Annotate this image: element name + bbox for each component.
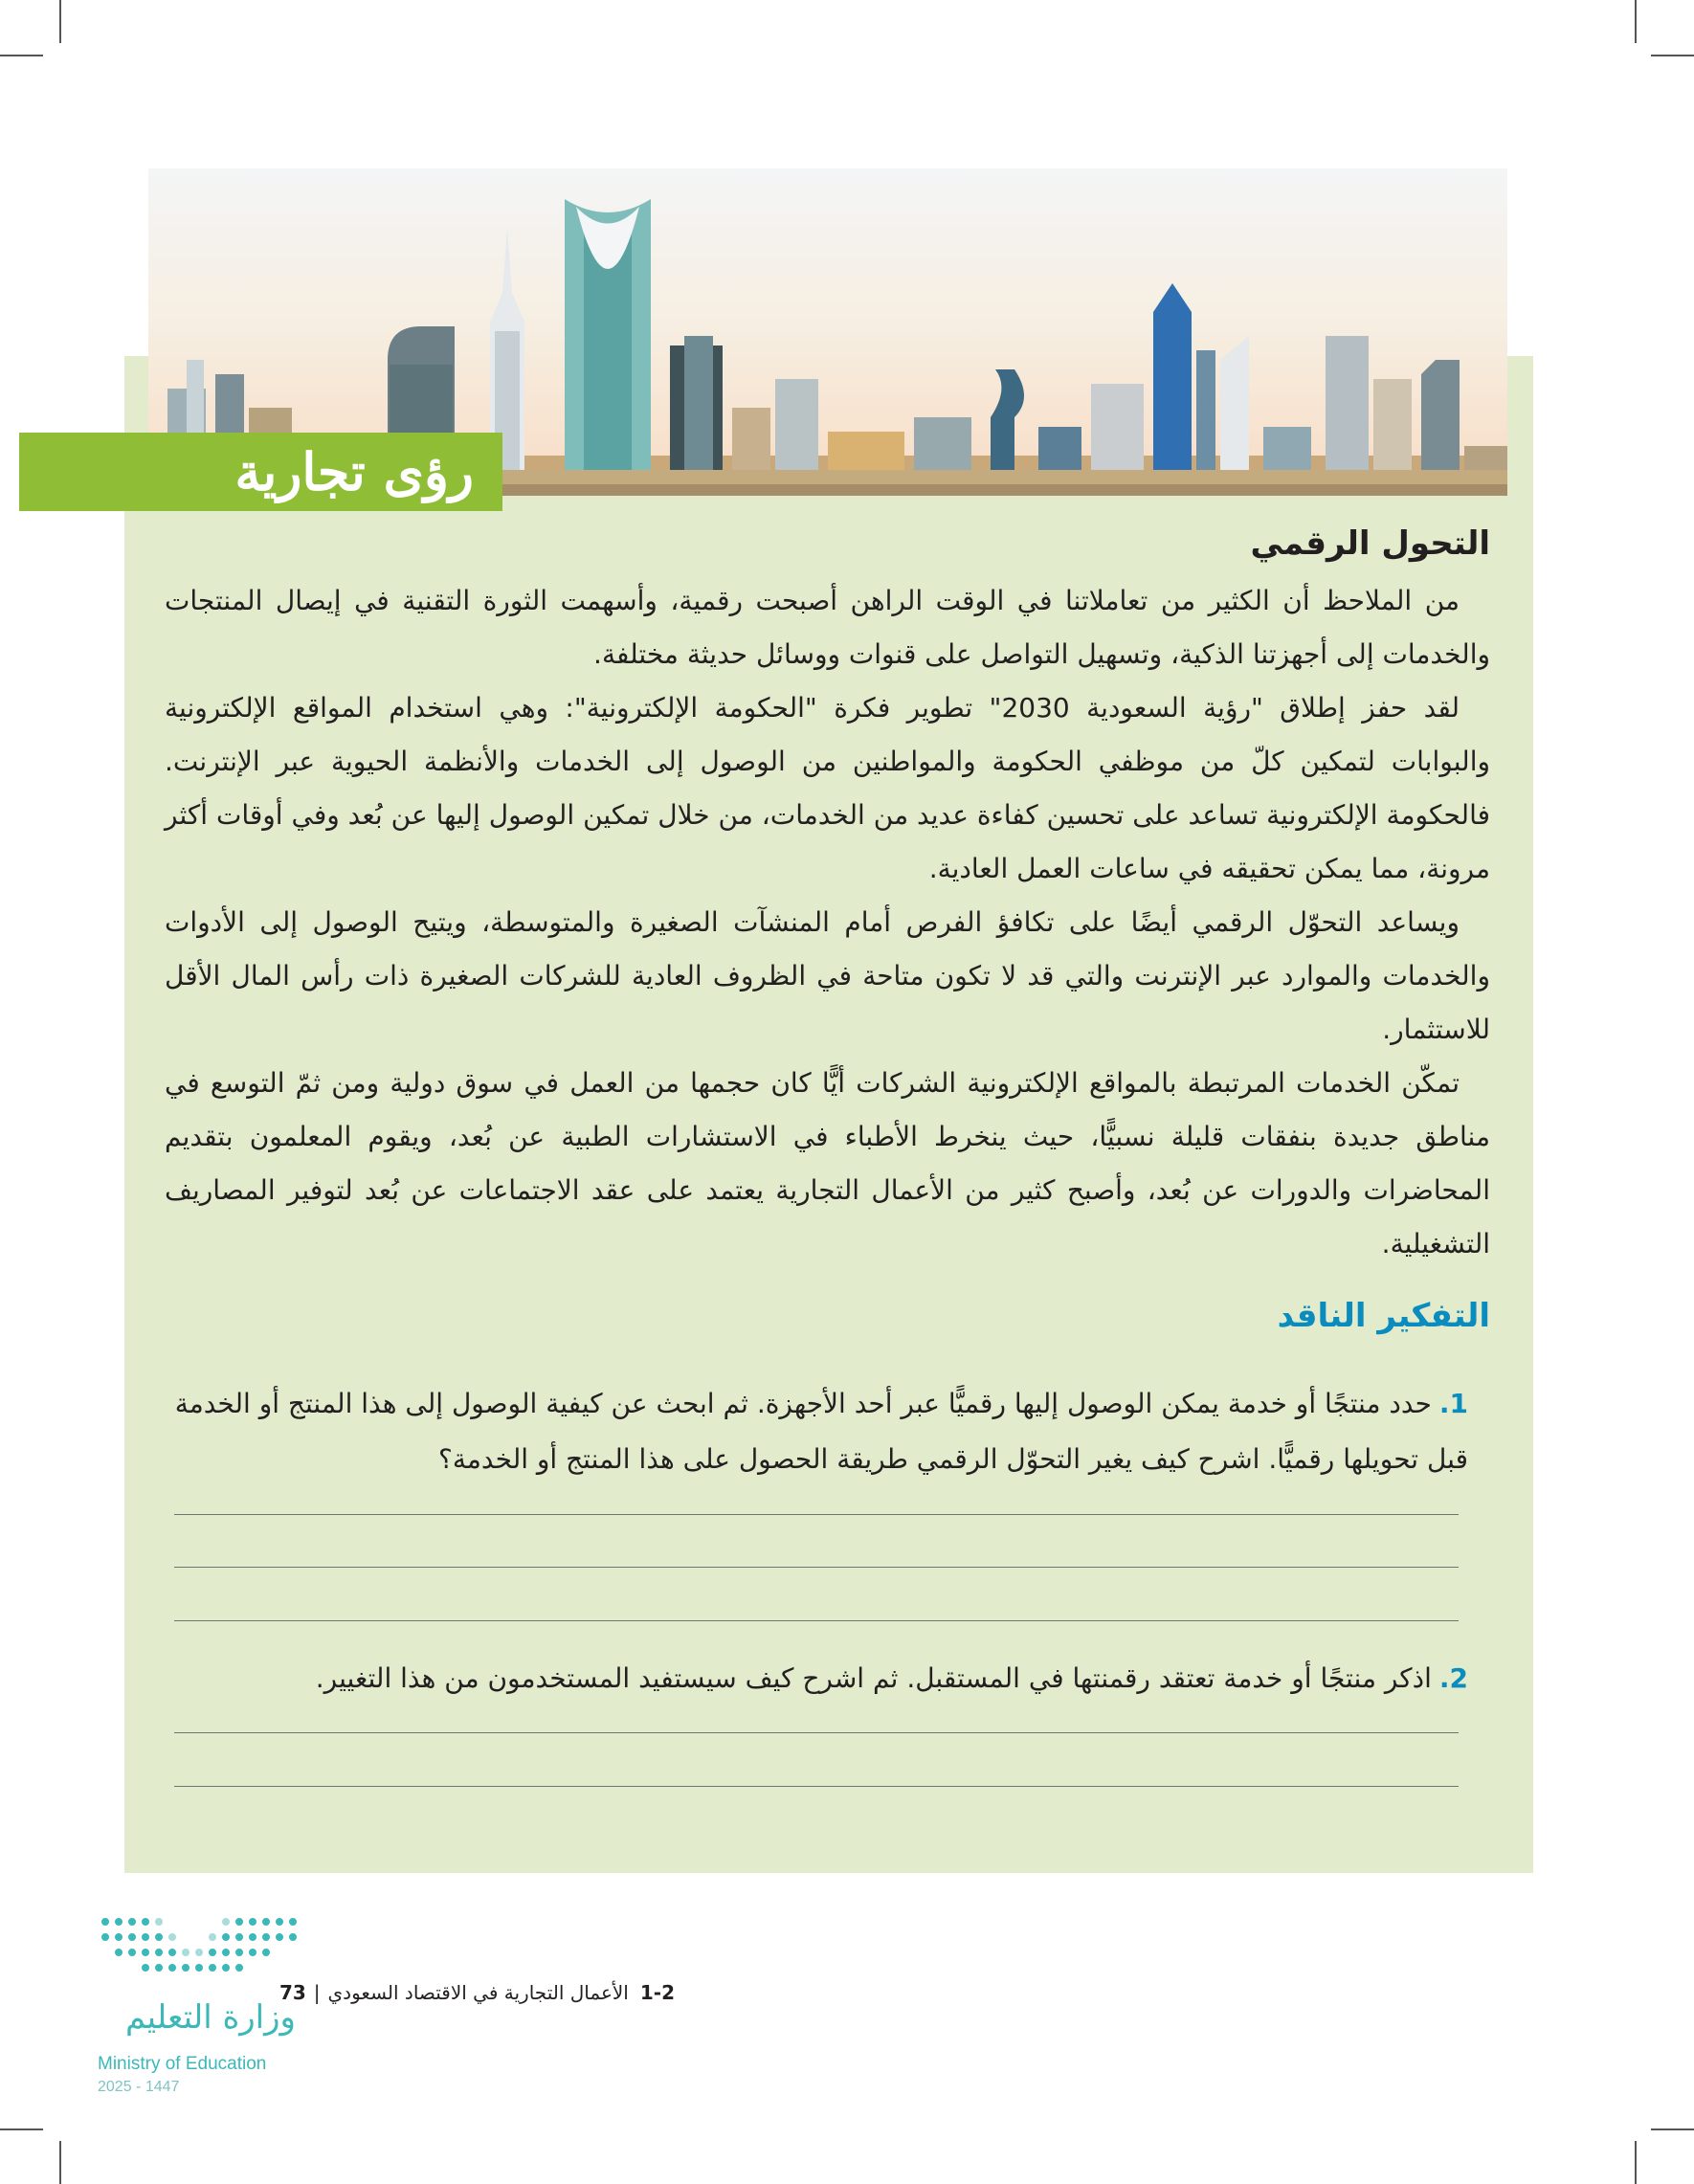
- paragraph: ويساعد التحوّل الرقمي أيضًا على تكافؤ الفرص أمام المنشآت الصغيرة والمتوسطة، ويتيح الوصول إلى الأدوات والخدمات والموارد عبر الإنترنت والتي قد لا تكون متاحة في الظروف العادية للشركات الصغيرة ذات رأس المال الأقل للاستثمار.: [165, 906, 1490, 1045]
- crop-mark: [1651, 55, 1694, 56]
- crop-mark: [0, 55, 43, 56]
- paragraph: لقد حفز إطلاق "رؤية السعودية 2030" تطوير فكرة "الحكومة الإلكترونية": وهي استخدام المواقع الإلكترونية والبوابات لتمكين كلّ من موظفي الحكومة والمواطنين من الوصول إلى الخدمات والأنظمة الحيوية عبر الإنترنت. فالحكومة الإلكترونية تساعد على تحسين كفاءة عديد من الخدمات، من خلال تمكين الوصول إليها عن بُعد وفي أوقات أكثر مرونة، مما يمكن تحقيقه في ساعات العمل العادية.: [165, 692, 1490, 884]
- crop-mark: [1635, 2141, 1637, 2184]
- ministry-name-english: Ministry of Education: [98, 2054, 267, 2074]
- answer-line[interactable]: [174, 1732, 1459, 1733]
- crop-mark: [0, 2128, 43, 2130]
- ministry-logo-dots: [96, 1912, 306, 1998]
- critical-thinking-title: التفكير الناقد: [1277, 1297, 1490, 1335]
- edition-year: 2025 - 1447: [98, 2079, 180, 2095]
- crop-mark: [1651, 2128, 1694, 2130]
- paragraph: تمكّن الخدمات المرتبطة بالمواقع الإلكترونية الشركات أيًّا كان حجمها من العمل في سوق دولية ومن ثمّ التوسع في مناطق جديدة بنفقات قليلة نسبيًّا، حيث ينخرط الأطباء في الاستشارات الطبية عن بُعد، ويقوم المعلمون بتقديم المحاضرات والدورات عن بُعد، وأصبح كثير من الأعمال التجارية يعتمد على عقد الاجتماعات عن بُعد لتوفير المصاريف التشغيلية.: [165, 1067, 1490, 1259]
- question-text: حدد منتجًا أو خدمة يمكن الوصول إليها رقميًّا عبر أحد الأجهزة. ثم ابحث عن كيفية الوصول إلى هذا المنتج أو الخدمة قبل تحويلها رقميًّا. اشرح كيف يغير التحوّل الرقمي طريقة الحصول على هذا المنتج أو الخدمة؟: [174, 1388, 1468, 1475]
- footer-separator: |: [313, 1981, 321, 2004]
- question-text: اذكر منتجًا أو خدمة تعتقد رقمنتها في المستقبل. ثم اشرح كيف سيستفيد المستخدمون من هذا التغيير.: [315, 1662, 1432, 1694]
- question-number: 2.: [1438, 1662, 1468, 1694]
- body-text: [165, 574, 1490, 1271]
- page-number: 73: [279, 1981, 306, 2004]
- section-title: التحول الرقمي: [1250, 524, 1490, 563]
- unit-title: الأعمال التجارية في الاقتصاد السعودي: [327, 1981, 629, 2004]
- unit-code: 1-2: [639, 1981, 675, 2004]
- question-number: 1.: [1438, 1388, 1468, 1419]
- question-2: [174, 1651, 1468, 1706]
- crop-mark: [59, 0, 61, 43]
- question-1: [174, 1376, 1468, 1487]
- answer-line[interactable]: [174, 1514, 1459, 1515]
- ministry-name-arabic: وزارة التعليم: [125, 1998, 296, 2037]
- answer-line[interactable]: [174, 1620, 1459, 1621]
- crop-mark: [1635, 0, 1637, 43]
- answer-line[interactable]: [174, 1567, 1459, 1568]
- paragraph: من الملاحظ أن الكثير من تعاملاتنا في الوقت الراهن أصبحت رقمية، وأسهمت الثورة التقنية في إيصال المنتجات والخدمات إلى أجهزتنا الذكية، وتسهيل التواصل على قنوات ووسائل حديثة مختلفة.: [165, 585, 1490, 670]
- banner-title: رؤى تجارية: [234, 441, 474, 502]
- crop-mark: [59, 2141, 61, 2184]
- answer-line[interactable]: [174, 1786, 1459, 1787]
- section-banner: [19, 433, 502, 511]
